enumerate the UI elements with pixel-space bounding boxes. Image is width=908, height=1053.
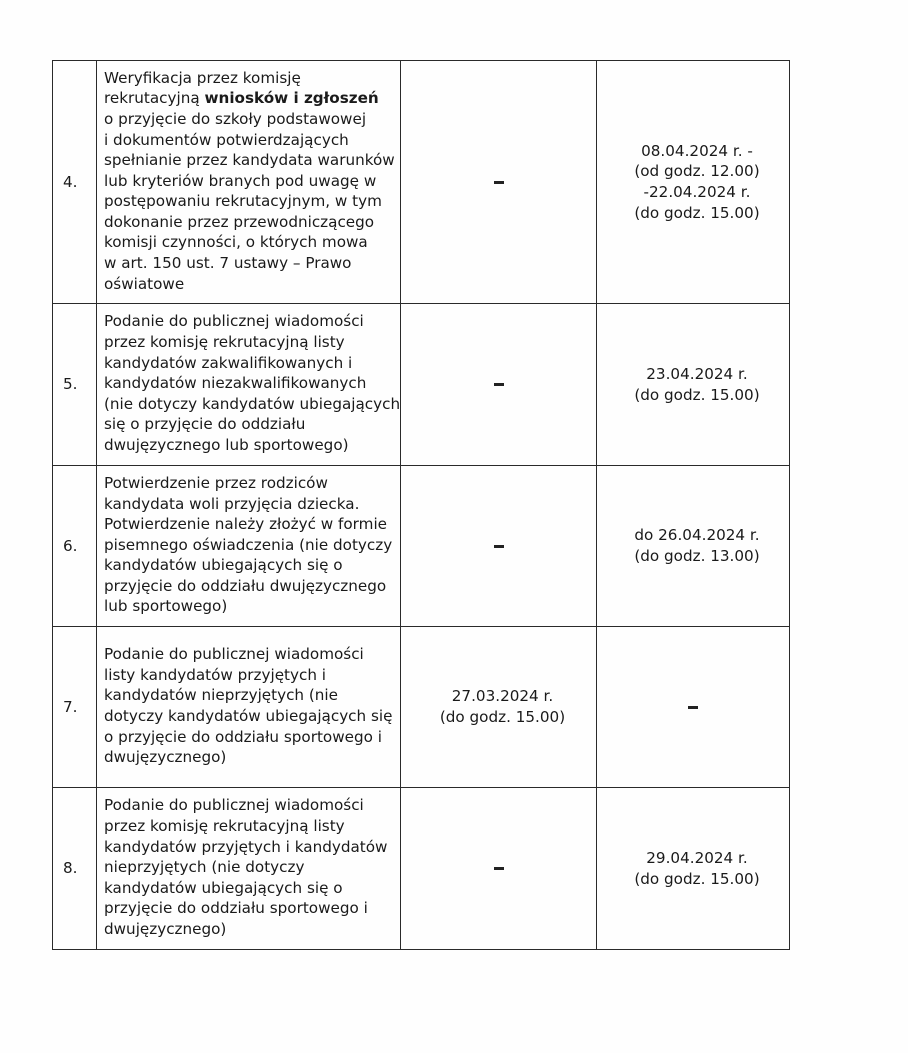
main-term-cell: 27.03.2024 r. (do godz. 15.00): [401, 627, 597, 788]
dash-mark: [688, 706, 698, 709]
row-number: 6.: [53, 466, 97, 627]
recruitment-schedule-table: [52, 60, 790, 950]
main-term-cell: [401, 61, 597, 304]
table-row: [53, 61, 790, 304]
supplementary-term-cell: 29.04.2024 r. (do godz. 15.00): [597, 788, 790, 950]
row-description: Weryfikacja przez komisję rekrutacyjną wniosków i zgłoszeń o przyjęcie do szkoły podstawowej i dokumentów potwierdzających spełnianie przez kandydata warunków lub kryteriów branych pod uwagę w postępowaniu rekrutacyjnym, w tym dokonanie przez przewodniczącego komisji czynności, o których mowa w art. 150 ust. 7 ustawy – Prawo oświatowe: [97, 61, 401, 304]
table-row: [53, 304, 790, 466]
supplementary-term-cell: do 26.04.2024 r. (do godz. 13.00): [597, 466, 790, 627]
dash-mark: [494, 545, 504, 548]
row-number: 4.: [53, 61, 97, 304]
dash-mark: [494, 867, 504, 870]
dash-mark: [494, 383, 504, 386]
row-description: Podanie do publicznej wiadomości przez komisję rekrutacyjną listy kandydatów przyjętych i kandydatów nieprzyjętych (nie dotyczy kandydatów ubiegających się o przyjęcie do oddziału sportowego i dwujęzycznego): [97, 788, 401, 950]
main-term-cell: [401, 304, 597, 466]
table-row: [53, 627, 790, 788]
main-term-cell: [401, 466, 597, 627]
table-row: [53, 466, 790, 627]
row-description: Potwierdzenie przez rodziców kandydata woli przyjęcia dziecka. Potwierdzenie należy złożyć w formie pisemnego oświadczenia (nie dotyczy kandydatów ubiegających się o przyjęcie do oddziału dwujęzycznego lub sportowego): [97, 466, 401, 627]
row-number: 7.: [53, 627, 97, 788]
main-term-cell: [401, 788, 597, 950]
dash-mark: [494, 181, 504, 184]
row-description: Podanie do publicznej wiadomości przez komisję rekrutacyjną listy kandydatów zakwalifikowanych i kandydatów niezakwalifikowanych (nie dotyczy kandydatów ubiegających się o przyjęcie do oddziału dwujęzycznego lub sportowego): [97, 304, 401, 466]
supplementary-term-cell: 08.04.2024 r. - (od godz. 12.00) -22.04.2024 r. (do godz. 15.00): [597, 61, 790, 304]
supplementary-term-cell: 23.04.2024 r. (do godz. 15.00): [597, 304, 790, 466]
table-row: [53, 788, 790, 950]
bold-emphasis: wniosków i zgłoszeń: [204, 89, 379, 108]
supplementary-term-cell: [597, 627, 790, 788]
row-number: 5.: [53, 304, 97, 466]
row-number: 8.: [53, 788, 97, 950]
row-description: Podanie do publicznej wiadomości listy kandydatów przyjętych i kandydatów nieprzyjętych (nie dotyczy kandydatów ubiegających się o przyjęcie do oddziału sportowego i dwujęzycznego): [97, 627, 401, 788]
